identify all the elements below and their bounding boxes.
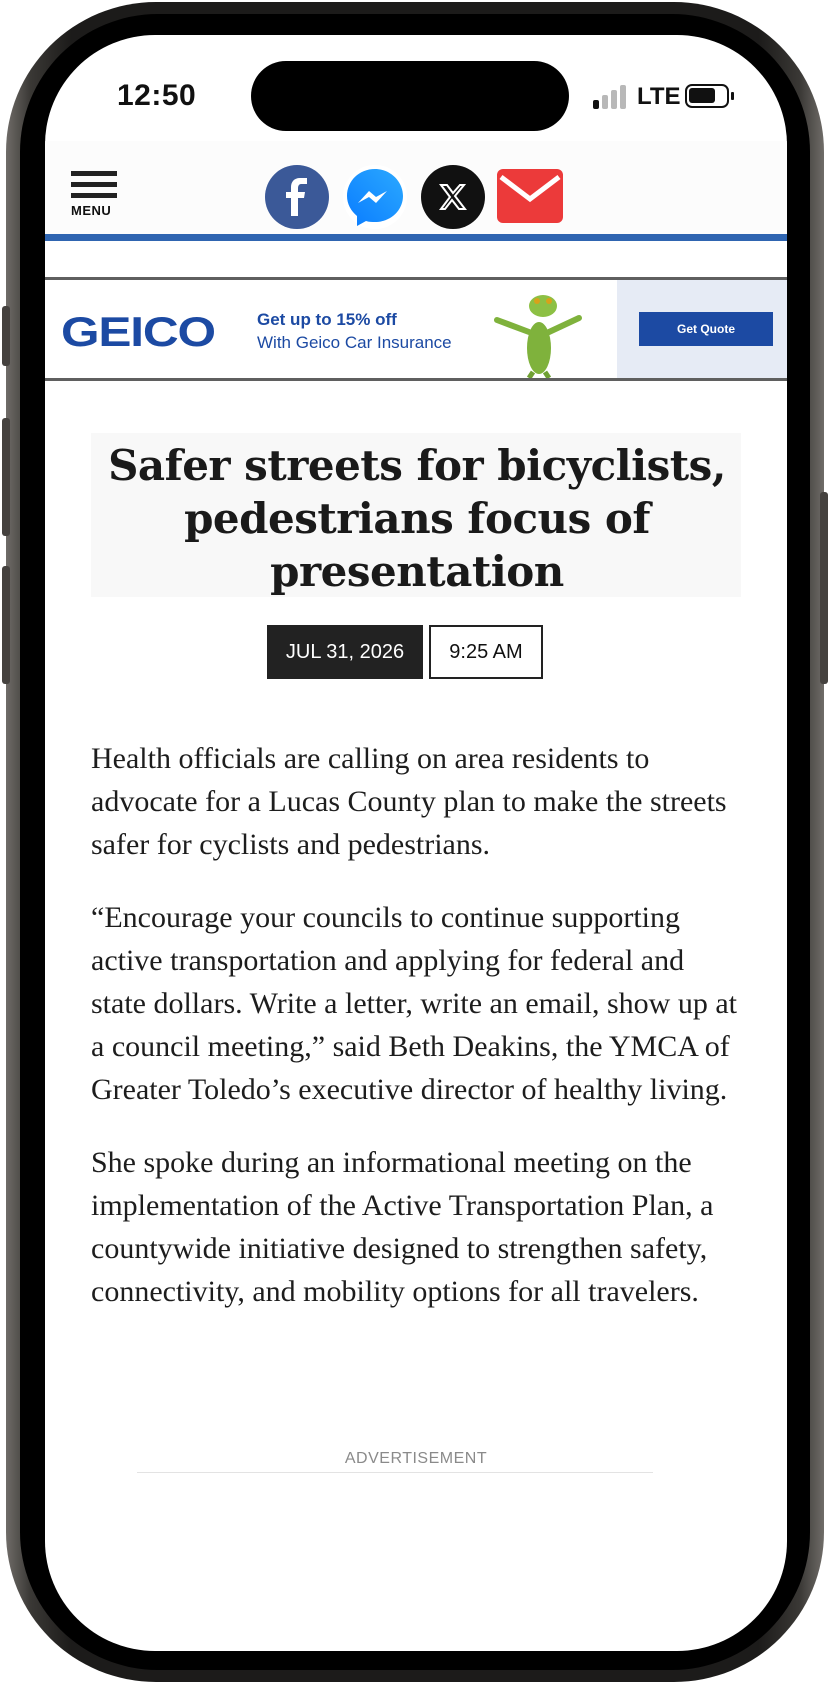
nav-accent-line: [45, 234, 787, 241]
ad-headline: Get up to 15% off: [257, 310, 397, 329]
messenger-icon: [343, 165, 407, 229]
menu-label: MENU: [71, 203, 112, 218]
action-button: [2, 306, 10, 366]
article-body: [91, 737, 743, 1343]
advertisement-label: ADVERTISEMENT: [344, 1450, 488, 1467]
battery-icon: [685, 84, 729, 108]
gecko-mascot-icon: [485, 286, 585, 378]
dynamic-island: [251, 61, 569, 131]
geico-logo: GEICO: [61, 308, 215, 355]
get-quote-button[interactable]: Get Quote: [639, 312, 773, 346]
advertisement-divider: [137, 1472, 653, 1473]
messenger-share-button[interactable]: [343, 165, 407, 229]
x-icon: [439, 183, 467, 211]
top-nav: [45, 141, 787, 237]
publish-date: JUL 31, 2026: [267, 625, 423, 679]
menu-button[interactable]: [71, 171, 119, 223]
ad-subline: With Geico Car Insurance: [257, 333, 452, 352]
facebook-share-button[interactable]: [265, 165, 329, 229]
hamburger-icon: [71, 171, 117, 176]
volume-down-button: [2, 566, 10, 684]
geico-ad-banner[interactable]: [45, 277, 787, 381]
article-paragraph: Health officials are calling on area residents to advocate for a Lucas County plan to make the streets safer for cyclists and pedestrians.: [91, 742, 727, 861]
x-share-button[interactable]: [421, 165, 485, 229]
article-headline: Safer streets for bicyclists, pedestrians focus of presentation: [108, 441, 726, 596]
email-icon: [497, 169, 563, 223]
article-paragraph: “Encourage your councils to continue supporting active transportation and applying for federal and state dollars. Write a letter, write an email, show up at a council meeting,” said Beth Deakins, the YMCA of Greater Toledo’s executive director of healthy living.: [91, 901, 737, 1106]
status-time: 12:50: [117, 79, 197, 112]
hamburger-bar: [71, 193, 117, 198]
network-label: LTE: [637, 83, 681, 110]
publish-time: 9:25 AM: [429, 625, 543, 679]
power-button: [820, 492, 828, 684]
volume-up-button: [2, 418, 10, 536]
screen: [45, 35, 787, 1651]
facebook-icon: [282, 178, 312, 216]
hamburger-bar: [71, 182, 117, 187]
article-paragraph: She spoke during an informational meeting on the implementation of the Active Transportation Plan, a countywide initiative designed to strengthen safety, connectivity, and mobility options for all travelers.: [91, 1146, 714, 1308]
signal-icon: [593, 85, 629, 109]
email-share-button[interactable]: [497, 169, 563, 223]
